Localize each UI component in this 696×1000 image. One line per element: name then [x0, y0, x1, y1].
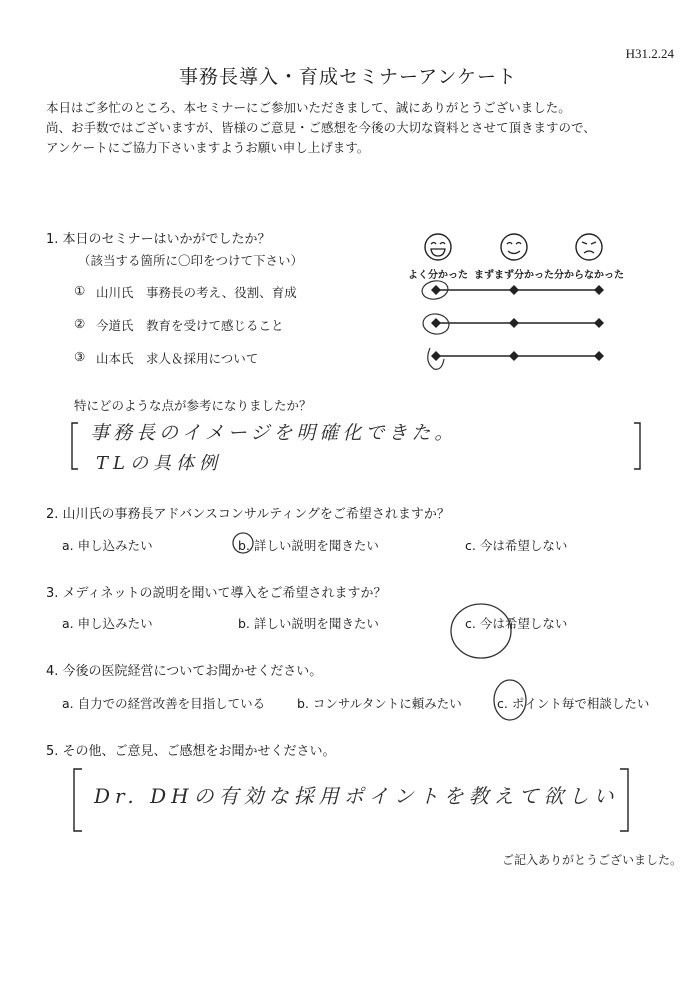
q1-item-3-label: 山本氏 求人＆採用について [96, 351, 259, 366]
q4-title: 4. 今後の医院経営についてお聞かせください。 [46, 664, 323, 679]
intro-line-1: 本日はご多忙のところ、本セミナーにご参加いただきまして、誠にありがとうございました。 [46, 100, 571, 115]
q1-item-1-num: ① [74, 283, 86, 298]
q2-option-b: b. 詳しい説明を聞きたい [238, 538, 379, 553]
q2-option-c: c. 今は希望しない [465, 538, 568, 553]
closing-message: ご記入ありがとうございました。 [501, 853, 682, 867]
q1-title: 1. 本日のセミナーはいかがでしたか？ [46, 232, 271, 247]
scale-label-poor: 分からなかった [554, 270, 624, 281]
q2-title: 2. 山川氏の事務長アドバンスコンサルティングをご希望されますか？ [46, 507, 450, 522]
frown-face-icon [574, 232, 604, 262]
rating-scale-3 [428, 348, 604, 369]
page-title: 事務長導入・育成セミナーアンケート [179, 66, 517, 88]
scale-label-good: よく分かった [408, 270, 468, 281]
q5-title: 5. その他、ご意見、ご感想をお聞かせください。 [46, 744, 336, 759]
q3-title: 3. メディネットの説明を聞いて導入をご希望されますか？ [46, 586, 387, 601]
rating-scale-1 [421, 279, 604, 301]
rating-scale-2 [422, 312, 604, 335]
q1-followup: 特にどのような点が参考になりましたか？ [74, 398, 312, 413]
scale-label-fair: まずまず分かった [474, 270, 554, 281]
q3-option-c: c. 今は希望しない [465, 616, 568, 631]
q3-option-a: a. 申し込みたい [62, 616, 153, 631]
q1-answer-line-2: TLの具体例 [96, 453, 222, 474]
q1-note: （該当する箇所に〇印をつけて下さい） [78, 253, 304, 268]
q1-item-1-label: 山川氏 事務長の考え、役割、育成 [96, 285, 297, 300]
rating-scales [420, 278, 610, 373]
q1-item-2-num: ② [74, 316, 86, 331]
q2-option-a: a. 申し込みたい [62, 538, 153, 553]
q5-answer: Dr. DHの有効な採用ポイントを教えて欲しい [94, 784, 619, 808]
q3-option-b: b. 詳しい説明を聞きたい [238, 616, 379, 631]
q4-option-c: c. ポイント毎で相談したい [497, 696, 650, 711]
smile-face-icon [499, 232, 529, 262]
very-happy-face-icon [423, 232, 453, 262]
q1-item-3-num: ③ [74, 349, 86, 364]
q1-item-2-label: 今道氏 教育を受けて感じること [96, 318, 284, 333]
q4-option-a: a. 自力での経営改善を目指している [62, 696, 266, 711]
q1-answer-line-1: 事務長のイメージを明確化できた。 [90, 422, 458, 444]
q4-option-b: b. コンサルタントに頼みたい [297, 696, 462, 711]
intro-line-2: 尚、お手数ではございますが、皆様のご意見・ご感想を今後の大切な資料とさせて頂きますので、 [46, 120, 596, 135]
intro-line-3: アンケートにご協力下さいますようお願い申し上げます。 [46, 140, 370, 155]
survey-date: H31.2.24 [625, 46, 674, 61]
